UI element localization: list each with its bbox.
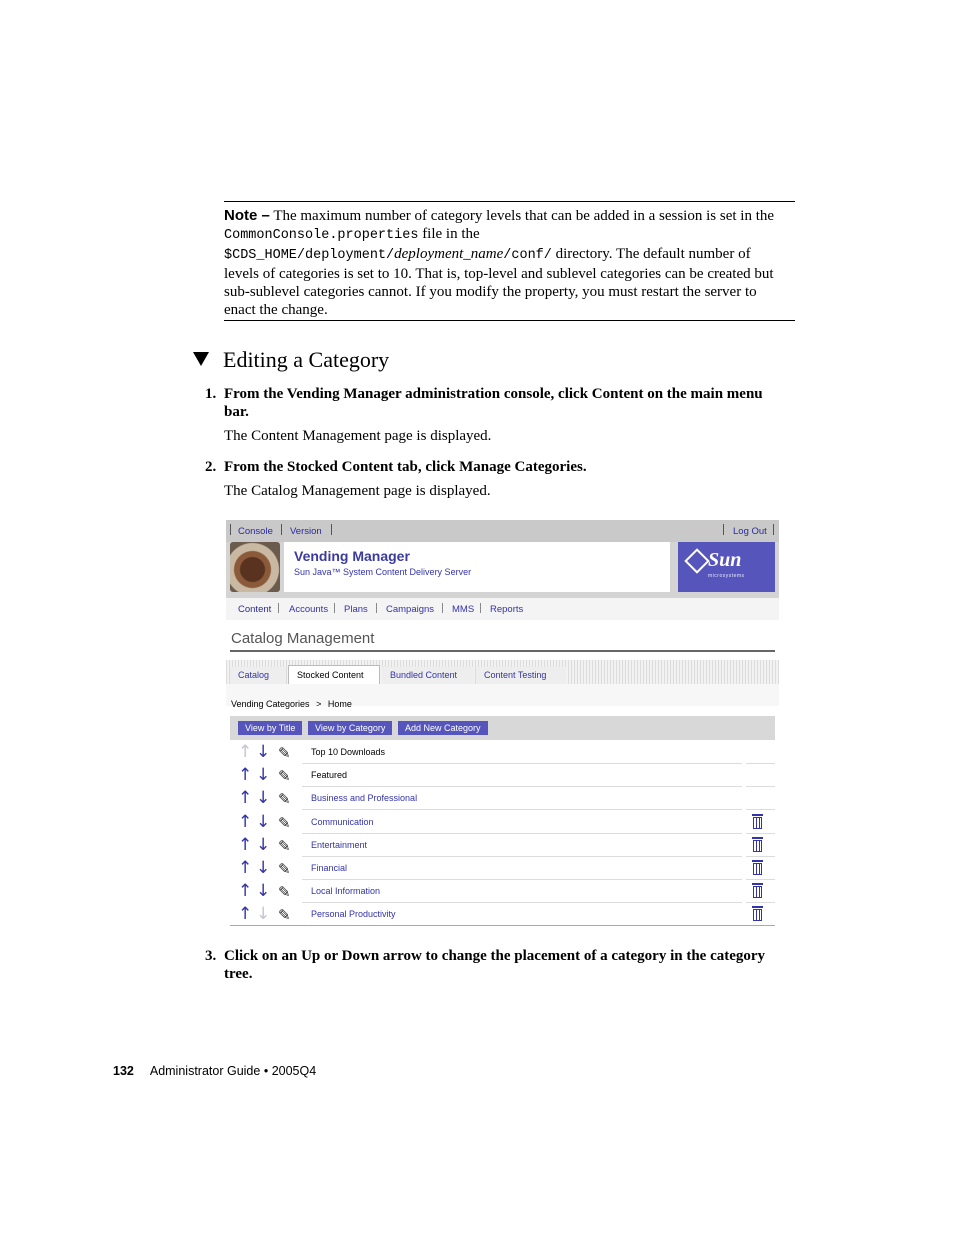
row-controls (230, 880, 298, 903)
tab-stocked-content[interactable]: Stocked Content (288, 665, 380, 684)
step-2: 2. From the Stocked Content tab, click Manage Categories. (205, 459, 587, 475)
tab-content-testing[interactable]: Content Testing (476, 667, 566, 684)
nav-plans[interactable]: Plans (344, 604, 368, 615)
banner-photo (230, 542, 280, 592)
note-code-path: $CDS_HOME/deployment/ (224, 248, 395, 263)
nav-accounts[interactable]: Accounts (289, 604, 329, 615)
delete-cell (746, 880, 775, 903)
table-row (230, 811, 775, 834)
pencil-icon[interactable]: ✎ (278, 860, 291, 878)
table-row (230, 787, 775, 810)
pencil-icon[interactable]: ✎ (278, 744, 291, 762)
nav-reports[interactable]: Reports (490, 604, 524, 615)
row-controls (230, 764, 298, 787)
title-rule (230, 650, 775, 652)
delete-cell (746, 903, 775, 926)
step-3: 3. Click on an Up or Down arrow to change the placement of a category in the category tree. (205, 948, 766, 982)
arrow-up-icon[interactable]: ↑ (238, 834, 253, 855)
page-footer: 132 Administrator Guide • 2005Q4 (113, 1064, 317, 1078)
row-controls (230, 811, 298, 834)
logout-link[interactable]: Log Out (733, 526, 767, 537)
delete-cell (746, 857, 775, 880)
delete-cell (746, 741, 775, 764)
category-name[interactable]: Communication (311, 816, 374, 827)
row-controls (230, 834, 298, 857)
table-row (230, 903, 775, 926)
pencil-icon[interactable]: ✎ (278, 836, 291, 855)
button-bar (230, 716, 775, 740)
pencil-icon[interactable]: ✎ (278, 813, 291, 832)
pencil-icon[interactable]: ✎ (278, 767, 291, 786)
note-top-rule (224, 201, 795, 202)
sun-logo: Sun microsystems (678, 542, 775, 592)
add-new-category-button[interactable]: Add New Category (398, 721, 488, 735)
arrow-down-icon: ↓ (256, 904, 271, 925)
breadcrumb-root[interactable]: Vending Categories (231, 699, 310, 709)
note-text: directory. The default number of levels of categories is set to 10. That is, top-level and sublevel categories can be created but sub-sublevel categories cannot. If you modify the property, you must restart the server to enact the change. (224, 246, 774, 318)
note-text: The maximum number of category levels that can be added in a session is set in the (269, 208, 775, 224)
page-number: 132 (113, 1064, 134, 1078)
step-2-result: The Catalog Management page is displayed. (224, 483, 491, 499)
note-bottom-rule (224, 320, 795, 321)
table-row (230, 857, 775, 880)
category-name: Featured (311, 770, 348, 781)
category-cell (302, 880, 742, 903)
app-title-box (284, 542, 670, 592)
main-menu-bar (226, 598, 779, 620)
tab-bundled-content[interactable]: Bundled Content (382, 667, 474, 684)
nav-campaigns[interactable]: Campaigns (386, 604, 435, 615)
note-text: file in the (418, 226, 480, 242)
breadcrumb: Vending Categories > Home (231, 699, 352, 709)
app-subtitle: Sun Java™ System Content Delivery Server (294, 567, 472, 577)
arrow-up-icon[interactable]: ↑ (238, 858, 253, 878)
arrow-down-icon[interactable]: ↓ (256, 858, 271, 878)
catalog-management-screenshot (226, 520, 779, 930)
tab-catalog[interactable]: Catalog (230, 667, 286, 684)
category-cell (302, 834, 742, 857)
tab-strip (226, 660, 779, 684)
category-name[interactable]: Personal Productivity (311, 909, 396, 920)
triangle-down-icon (193, 352, 209, 366)
category-cell (302, 787, 742, 810)
table-row (230, 834, 775, 857)
row-controls (230, 903, 298, 926)
table-row (230, 741, 775, 764)
trash-icon[interactable] (752, 860, 763, 874)
arrow-down-icon[interactable]: ↓ (256, 788, 271, 809)
pencil-icon[interactable]: ✎ (278, 790, 291, 809)
arrow-up-icon[interactable]: ↑ (238, 904, 253, 925)
arrow-down-icon[interactable]: ↓ (256, 834, 271, 855)
category-name[interactable]: Entertainment (311, 839, 368, 850)
row-controls (230, 741, 298, 764)
category-name[interactable]: Financial (311, 863, 348, 873)
delete-cell (746, 834, 775, 857)
pencil-icon[interactable]: ✎ (278, 883, 291, 902)
note-code-filename: CommonConsole.properties (224, 228, 419, 243)
view-by-title-button[interactable]: View by Title (238, 721, 302, 735)
category-cell (302, 857, 742, 880)
category-cell (302, 741, 742, 764)
arrow-up-icon[interactable]: ↑ (238, 811, 253, 832)
nav-content[interactable]: Content (238, 604, 272, 615)
table-row (230, 764, 775, 787)
view-by-category-button[interactable]: View by Category (308, 721, 392, 735)
category-name: Top 10 Downloads (311, 747, 386, 757)
trash-icon[interactable] (752, 837, 763, 851)
note-code-path: /conf/ (503, 248, 552, 263)
arrow-up-icon[interactable]: ↑ (238, 765, 253, 786)
pencil-icon[interactable]: ✎ (278, 906, 291, 925)
category-cell (302, 764, 742, 787)
step-1-result: The Content Management page is displayed. (224, 428, 492, 444)
category-name[interactable]: Local Information (311, 886, 381, 897)
note-code-path-var: deployment_name (394, 246, 504, 262)
category-cell (302, 903, 742, 926)
page-title: Catalog Management (231, 630, 375, 647)
arrow-down-icon[interactable]: ↓ (256, 811, 271, 832)
arrow-up-icon[interactable]: ↑ (238, 788, 253, 809)
delete-cell (746, 764, 775, 787)
footer-title: Administrator Guide (149, 1064, 261, 1078)
arrow-down-icon[interactable]: ↓ (256, 742, 271, 762)
trash-icon[interactable] (752, 883, 763, 897)
section-heading: Editing a Category (193, 346, 389, 374)
console-link[interactable]: Console (238, 526, 273, 537)
table-row (230, 880, 775, 903)
row-controls (230, 857, 298, 880)
breadcrumb-current: Home (327, 699, 352, 709)
arrow-up-icon: ↑ (238, 742, 253, 762)
step-1: 1. From the Vending Manager administration console, click Content on the main menu bar. (205, 386, 763, 420)
arrow-up-icon[interactable]: ↑ (238, 881, 253, 902)
arrow-down-icon[interactable]: ↓ (256, 765, 271, 786)
category-cell (302, 811, 742, 834)
trash-icon[interactable] (752, 814, 763, 828)
note (224, 207, 786, 319)
sun-diamond-icon (684, 548, 709, 573)
top-bar (226, 520, 779, 542)
nav-mms[interactable]: MMS (452, 604, 475, 615)
delete-cell (746, 787, 775, 810)
delete-cell (746, 811, 775, 834)
note-label: Note – (224, 207, 270, 224)
trash-icon[interactable] (752, 906, 763, 920)
category-name[interactable]: Business and Professional (311, 793, 418, 804)
version-link[interactable]: Version (290, 526, 322, 537)
row-controls (230, 787, 298, 810)
app-title: Vending Manager (294, 548, 410, 564)
arrow-down-icon[interactable]: ↓ (256, 881, 271, 902)
footer-version: 2005Q4 (271, 1064, 317, 1078)
